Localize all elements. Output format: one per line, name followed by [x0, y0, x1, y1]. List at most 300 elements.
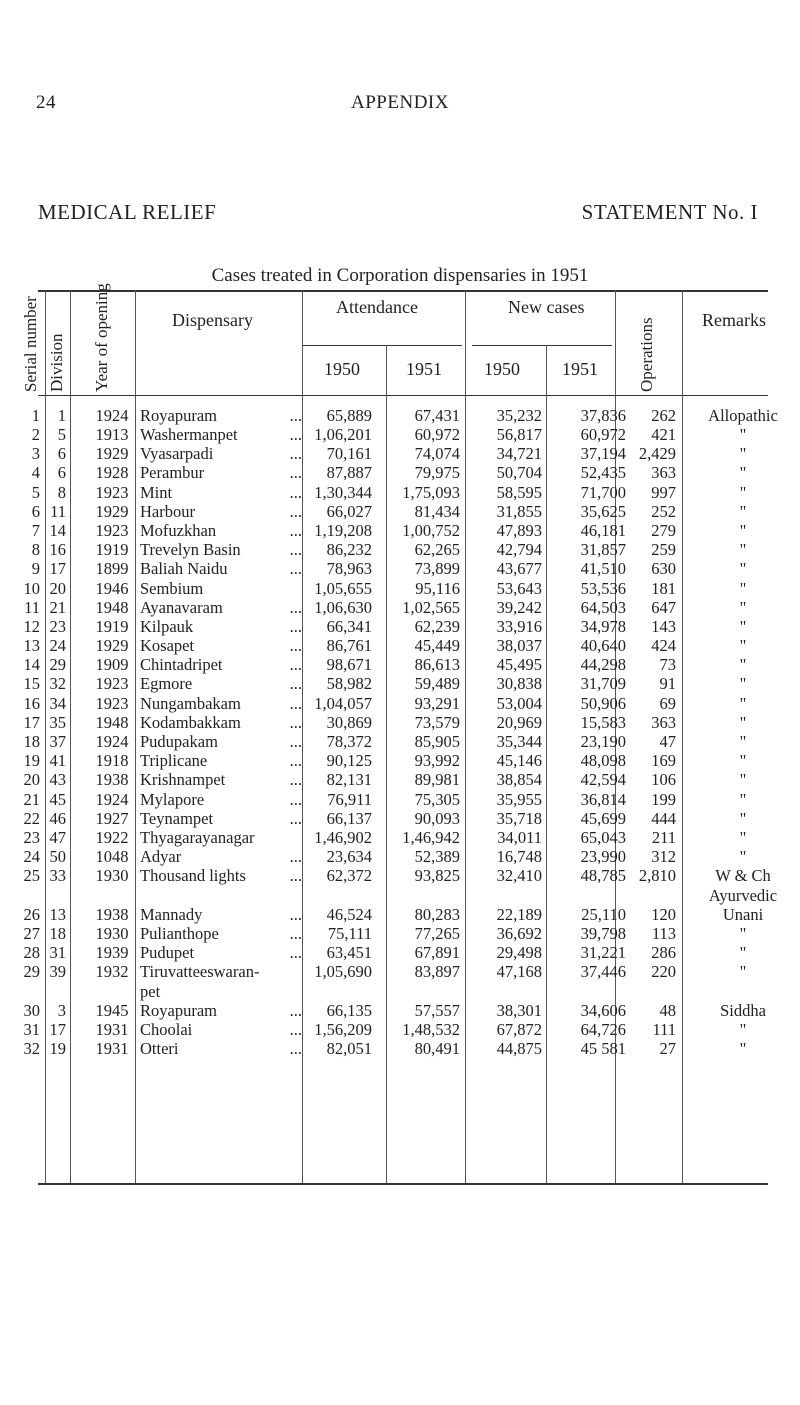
operations-count: 199 — [651, 790, 676, 809]
statement-number: STATEMENT No. I — [581, 200, 758, 224]
attendance-1951: 73,579 — [414, 713, 460, 732]
leader-dots: ... — [289, 502, 302, 521]
attendance-1950: 1,46,902 — [314, 828, 372, 847]
new-cases-1950: 35,955 — [496, 790, 542, 809]
operations-count: 143 — [651, 617, 676, 636]
leader-dots: ... — [289, 463, 302, 482]
division-number: 19 — [49, 1039, 66, 1058]
year-of-opening: 1929 — [95, 636, 129, 655]
new-cases-1951: 45,699 — [580, 809, 626, 828]
year-of-opening: 1931 — [95, 1020, 129, 1039]
operations-count: 279 — [651, 521, 676, 540]
remarks: " — [739, 828, 747, 847]
leader-dots: ... — [289, 617, 302, 636]
year-of-opening: 1939 — [95, 943, 129, 962]
dispensary-name: Thousand lights — [140, 866, 246, 885]
new-cases-1951: 60,972 — [580, 425, 626, 444]
serial-number: 20 — [23, 770, 40, 789]
new-cases-1950: 47,168 — [496, 962, 542, 981]
remarks: " — [739, 962, 747, 981]
remarks: " — [739, 732, 747, 751]
attendance-1950: 86,232 — [326, 540, 372, 559]
year-of-opening: 1923 — [95, 674, 129, 693]
new-cases-1950: 35,718 — [496, 809, 542, 828]
new-cases-1951: 48,098 — [580, 751, 626, 770]
year-of-opening: 1919 — [95, 540, 129, 559]
attendance-1950: 66,137 — [326, 809, 372, 828]
leader-dots: ... — [289, 425, 302, 444]
serial-number: 29 — [23, 962, 40, 981]
remarks: " — [739, 483, 747, 502]
attendance-1950: 58,982 — [326, 674, 372, 693]
serial-number: 15 — [23, 674, 40, 693]
operations-count: 2,429 — [638, 444, 676, 463]
operations-count: 169 — [651, 751, 676, 770]
operations-count: 220 — [651, 962, 676, 981]
new-cases-1950: 44,875 — [496, 1039, 542, 1058]
leader-dots: ... — [289, 694, 302, 713]
new-cases-1951: 35,625 — [580, 502, 626, 521]
operations-count: 424 — [651, 636, 676, 655]
remarks: " — [739, 655, 747, 674]
attendance-1950: 1,05,655 — [314, 579, 372, 598]
table-bottom-rule — [38, 1183, 768, 1185]
remarks: " — [739, 713, 747, 732]
attendance-1951: 1,46,942 — [402, 828, 460, 847]
header-year-of-opening: Year of opening — [92, 283, 111, 392]
dispensary-name: Royapuram — [140, 406, 217, 425]
header-attendance-1951: 1951 — [406, 359, 442, 379]
division-number: 6 — [57, 463, 66, 482]
division-number: 50 — [49, 847, 66, 866]
serial-number: 18 — [23, 732, 40, 751]
remarks: " — [739, 598, 747, 617]
year-of-opening: 1924 — [95, 790, 129, 809]
serial-number: 1 — [31, 406, 40, 425]
new-cases-1950: 29,498 — [496, 943, 542, 962]
new-cases-1951: 31,709 — [580, 674, 626, 693]
attendance-1951: 89,981 — [414, 770, 460, 789]
dispensary-name: Pudupakam — [140, 732, 218, 751]
year-of-opening: 1932 — [95, 962, 129, 981]
attendance-1950: 1,06,630 — [314, 598, 372, 617]
year-of-opening: 1899 — [95, 559, 129, 578]
division-number: 1 — [57, 406, 66, 425]
table-row — [0, 462, 800, 484]
remarks: " — [739, 559, 747, 578]
serial-number: 13 — [23, 636, 40, 655]
attendance-1950: 30,869 — [326, 713, 372, 732]
remarks: " — [739, 694, 747, 713]
new-cases-1950: 42,794 — [496, 540, 542, 559]
dispensary-name: Trevelyn Basin — [140, 540, 241, 559]
division-number: 14 — [49, 521, 66, 540]
division-number: 23 — [49, 617, 66, 636]
new-cases-1950: 30,838 — [496, 674, 542, 693]
remarks: Allopathic — [708, 406, 778, 425]
serial-number: 5 — [31, 483, 40, 502]
year-of-opening: 1929 — [95, 502, 129, 521]
dispensary-name: Nungambakam — [140, 694, 241, 713]
division-number: 16 — [49, 540, 66, 559]
operations-count: 113 — [651, 924, 676, 943]
remarks: " — [739, 425, 747, 444]
year-of-opening: 1923 — [95, 694, 129, 713]
table-row — [0, 558, 800, 580]
leader-dots: ... — [289, 847, 302, 866]
new-cases-1951: 50,906 — [580, 694, 626, 713]
new-cases-1951: 46,181 — [580, 521, 626, 540]
serial-number: 30 — [23, 1001, 40, 1020]
remarks: " — [739, 751, 747, 770]
attendance-1950: 46,524 — [326, 905, 372, 924]
remarks: " — [739, 540, 747, 559]
division-number: 17 — [49, 1020, 66, 1039]
dispensary-name: Kosapet — [140, 636, 195, 655]
division-number: 46 — [49, 809, 66, 828]
new-cases-1951: 48,785 — [580, 866, 626, 885]
new-cases-1951: 52,435 — [580, 463, 626, 482]
division-number: 33 — [49, 866, 66, 885]
new-cases-1950: 22,189 — [496, 905, 542, 924]
year-of-opening: 1927 — [95, 809, 129, 828]
dispensary-name: Teynampet — [140, 809, 214, 828]
division-number: 34 — [49, 694, 66, 713]
attendance-1950: 90,125 — [326, 751, 372, 770]
new-cases-1951: 53,536 — [580, 579, 626, 598]
year-of-opening: 1922 — [95, 828, 129, 847]
remarks: " — [739, 463, 747, 482]
dispensary-name: Egmore — [140, 674, 193, 693]
remarks: " — [739, 924, 747, 943]
remarks: Unani — [722, 905, 764, 924]
dispensary-name: Vyasarpadi — [140, 444, 214, 463]
division-number: 29 — [49, 655, 66, 674]
dispensary-name: Adyar — [140, 847, 182, 866]
leader-dots: ... — [289, 751, 302, 770]
page-header — [0, 92, 800, 114]
new-cases-1950: 33,916 — [496, 617, 542, 636]
operations-count: 111 — [652, 1020, 676, 1039]
new-cases-1951: 37,836 — [580, 406, 626, 425]
serial-number: 19 — [23, 751, 40, 770]
serial-number: 8 — [31, 540, 40, 559]
new-cases-1950: 35,344 — [496, 732, 542, 751]
operations-count: 120 — [651, 905, 676, 924]
year-of-opening: 1924 — [95, 732, 129, 751]
dispensary-name: Washermanpet — [140, 425, 238, 444]
dispensary-name: Krishnampet — [140, 770, 226, 789]
leader-dots: ... — [289, 866, 302, 885]
remarks: " — [739, 1020, 747, 1039]
operations-count: 997 — [651, 483, 676, 502]
new-cases-1951: 23,990 — [580, 847, 626, 866]
leader-dots: ... — [289, 905, 302, 924]
new-cases-1950: 38,301 — [496, 1001, 542, 1020]
division-number: 31 — [49, 943, 66, 962]
operations-count: 69 — [659, 694, 676, 713]
attendance-1950: 82,051 — [326, 1039, 372, 1058]
operations-count: 252 — [651, 502, 676, 521]
leader-dots: ... — [289, 1039, 302, 1058]
serial-number: 11 — [24, 598, 40, 617]
dispensary-name: Baliah Naidu — [140, 559, 228, 578]
operations-count: 363 — [651, 463, 676, 482]
division-number: 20 — [49, 579, 66, 598]
new-cases-1950: 34,721 — [496, 444, 542, 463]
operations-count: 647 — [651, 598, 676, 617]
attendance-1951: 67,891 — [414, 943, 460, 962]
header-remarks: Remarks — [702, 310, 766, 330]
year-of-opening: 1909 — [95, 655, 129, 674]
leader-dots: ... — [289, 540, 302, 559]
division-number: 43 — [49, 770, 66, 789]
remarks: " — [739, 790, 747, 809]
new-cases-1951: 40,640 — [580, 636, 626, 655]
remarks: " — [739, 521, 747, 540]
year-of-opening: 1938 — [95, 905, 129, 924]
serial-number: 25 — [23, 866, 40, 885]
division-number: 18 — [49, 924, 66, 943]
new-cases-1951: 23,190 — [580, 732, 626, 751]
serial-number: 16 — [23, 694, 40, 713]
new-cases-1951: 39,798 — [580, 924, 626, 943]
header-new-cases: New cases — [508, 297, 585, 317]
attendance-1951: 81,434 — [414, 502, 460, 521]
new-cases-1951: 37,446 — [580, 962, 626, 981]
table-row — [0, 673, 800, 695]
operations-count: 73 — [659, 655, 676, 674]
attendance-1951: 59,489 — [414, 674, 460, 693]
new-cases-1951: 36,814 — [580, 790, 626, 809]
remarks: " — [739, 502, 747, 521]
remarks: " — [739, 770, 747, 789]
new-cases-1951: 64,503 — [580, 598, 626, 617]
new-cases-1951: 42,594 — [580, 770, 626, 789]
dispensary-name: Mofuzkhan — [140, 521, 217, 540]
new-cases-1951: 71,700 — [580, 483, 626, 502]
attendance-1950: 1,04,057 — [314, 694, 372, 713]
attendance-1951: 67,431 — [414, 406, 460, 425]
dispensary-name: Tiruvatteeswaran- — [140, 962, 260, 981]
attendance-1951: 77,265 — [414, 924, 460, 943]
year-of-opening: 1919 — [95, 617, 129, 636]
serial-number: 9 — [31, 559, 40, 578]
division-number: 6 — [57, 444, 66, 463]
leader-dots: ... — [289, 713, 302, 732]
serial-number: 27 — [23, 924, 40, 943]
attendance-1951: 93,992 — [414, 751, 460, 770]
leader-dots: ... — [289, 655, 302, 674]
attendance-1951: 1,75,093 — [402, 483, 460, 502]
table-caption: Cases treated in Corporation dispensaries in 1951 — [211, 265, 589, 286]
dispensary-name: Mylapore — [140, 790, 205, 809]
newcases-subrule — [472, 345, 612, 346]
new-cases-1951: 37,194 — [580, 444, 626, 463]
division-number: 3 — [57, 1001, 66, 1020]
attendance-1951: 45,449 — [414, 636, 460, 655]
new-cases-1950: 36,692 — [496, 924, 542, 943]
division-number: 41 — [49, 751, 66, 770]
serial-number: 21 — [23, 790, 40, 809]
attendance-1951: 83,897 — [414, 962, 460, 981]
division-number: 8 — [57, 483, 66, 502]
serial-number: 24 — [23, 847, 40, 866]
serial-number: 17 — [23, 713, 40, 732]
year-of-opening: 1918 — [95, 751, 129, 770]
remarks: " — [739, 847, 747, 866]
attendance-1951: 85,905 — [414, 732, 460, 751]
operations-count: 181 — [651, 579, 676, 598]
division-number: 45 — [49, 790, 66, 809]
operations-count: 286 — [651, 943, 676, 962]
dispensary-name: Triplicane — [140, 751, 208, 770]
new-cases-1950: 45,146 — [496, 751, 542, 770]
header-operations: Operations — [637, 317, 656, 392]
attendance-1950: 70,161 — [326, 444, 372, 463]
attendance-1950: 63,451 — [326, 943, 372, 962]
year-of-opening: 1913 — [95, 425, 129, 444]
attendance-1950: 82,131 — [326, 770, 372, 789]
page-title: APPENDIX — [351, 92, 449, 113]
new-cases-1950: 53,643 — [496, 579, 542, 598]
attendance-1950: 66,135 — [326, 1001, 372, 1020]
attendance-1950: 1,06,201 — [314, 425, 372, 444]
leader-dots: ... — [289, 732, 302, 751]
leader-dots: ... — [289, 559, 302, 578]
new-cases-1950: 53,004 — [496, 694, 542, 713]
division-number: 39 — [49, 962, 66, 981]
division-number: 47 — [49, 828, 66, 847]
operations-count: 2,810 — [638, 866, 676, 885]
table-row — [0, 769, 800, 791]
serial-number: 4 — [31, 463, 40, 482]
attendance-1950: 66,027 — [326, 502, 372, 521]
remarks: " — [739, 579, 747, 598]
new-cases-1950: 31,855 — [496, 502, 542, 521]
leader-dots: ... — [289, 406, 302, 425]
new-cases-1950: 16,748 — [496, 847, 542, 866]
serial-number: 14 — [23, 655, 40, 674]
year-of-opening: 1928 — [95, 463, 129, 482]
dispensary-name: Perambur — [140, 463, 205, 482]
attendance-1950: 87,887 — [326, 463, 372, 482]
leader-dots: ... — [289, 483, 302, 502]
new-cases-1950: 43,677 — [496, 559, 542, 578]
dispensary-name: Sembium — [140, 579, 204, 598]
serial-number: 23 — [23, 828, 40, 847]
new-cases-1951: 15,583 — [580, 713, 626, 732]
attendance-1951: 1,02,565 — [402, 598, 460, 617]
leader-dots: ... — [289, 1001, 302, 1020]
new-cases-1951: 45 581 — [580, 1039, 626, 1058]
new-cases-1950: 32,410 — [496, 866, 542, 885]
year-of-opening: 1948 — [95, 713, 129, 732]
table-row — [0, 1038, 800, 1060]
operations-count: 262 — [651, 406, 676, 425]
serial-number: 26 — [23, 905, 40, 924]
attendance-1951: 62,265 — [414, 540, 460, 559]
new-cases-1951: 31,857 — [580, 540, 626, 559]
serial-number: 2 — [31, 425, 40, 444]
operations-count: 27 — [659, 1039, 676, 1058]
dispensary-name: Chintadripet — [140, 655, 223, 674]
new-cases-1950: 56,817 — [496, 425, 542, 444]
operations-count: 363 — [651, 713, 676, 732]
attendance-1950: 66,341 — [326, 617, 372, 636]
header-newcases-1950: 1950 — [484, 359, 520, 379]
operations-count: 106 — [651, 770, 676, 789]
dispensary-name: Otteri — [140, 1039, 179, 1058]
attendance-1950: 1,19,208 — [314, 521, 372, 540]
leader-dots: ... — [289, 943, 302, 962]
division-number: 11 — [50, 502, 66, 521]
dispensary-name: Ayanavaram — [140, 598, 223, 617]
operations-count: 47 — [659, 732, 676, 751]
year-of-opening: 1945 — [95, 1001, 129, 1020]
dispensary-name: Thyagarayanagar — [140, 828, 255, 847]
remarks: " — [739, 1039, 747, 1058]
attendance-1951: 74,074 — [414, 444, 460, 463]
attendance-1951: 80,491 — [414, 1039, 460, 1058]
division-number: 21 — [49, 598, 66, 617]
leader-dots: ... — [289, 924, 302, 943]
remarks: " — [739, 674, 747, 693]
attendance-1950: 23,634 — [326, 847, 372, 866]
attendance-1951: 73,899 — [414, 559, 460, 578]
remarks: Ayurvedic — [708, 886, 778, 905]
attendance-1950: 62,372 — [326, 866, 372, 885]
new-cases-1950: 38,037 — [496, 636, 542, 655]
header-bottom-rule — [38, 395, 768, 396]
header-attendance: Attendance — [336, 297, 418, 317]
header-serial-number: Serial number — [21, 296, 40, 392]
attendance-1951: 93,291 — [414, 694, 460, 713]
year-of-opening: 1930 — [95, 924, 129, 943]
new-cases-1951: 34,606 — [580, 1001, 626, 1020]
header-division: Division — [47, 333, 66, 392]
operations-count: 444 — [651, 809, 676, 828]
operations-count: 312 — [651, 847, 676, 866]
serial-number: 31 — [23, 1020, 40, 1039]
leader-dots: ... — [289, 598, 302, 617]
serial-number: 28 — [23, 943, 40, 962]
dispensary-name: Choolai — [140, 1020, 193, 1039]
leader-dots: ... — [289, 770, 302, 789]
new-cases-1950: 35,232 — [496, 406, 542, 425]
leader-dots: ... — [289, 790, 302, 809]
division-number: 32 — [49, 674, 66, 693]
attendance-1951: 90,093 — [414, 809, 460, 828]
operations-count: 211 — [651, 828, 676, 847]
new-cases-1950: 67,872 — [496, 1020, 542, 1039]
attendance-1951: 57,557 — [414, 1001, 460, 1020]
attendance-1951: 62,239 — [414, 617, 460, 636]
new-cases-1950: 20,969 — [496, 713, 542, 732]
dispensary-name: Pudupet — [140, 943, 195, 962]
leader-dots: ... — [289, 674, 302, 693]
attendance-1950: 78,963 — [326, 559, 372, 578]
year-of-opening: 1923 — [95, 521, 129, 540]
division-number: 5 — [57, 425, 66, 444]
attendance-1950: 78,372 — [326, 732, 372, 751]
new-cases-1951: 34,978 — [580, 617, 626, 636]
new-cases-1950: 34,011 — [497, 828, 542, 847]
attendance-1951: 95,116 — [415, 579, 460, 598]
attendance-1951: 79,975 — [414, 463, 460, 482]
year-of-opening: 1930 — [95, 866, 129, 885]
dispensary-name: Kilpauk — [140, 617, 194, 636]
